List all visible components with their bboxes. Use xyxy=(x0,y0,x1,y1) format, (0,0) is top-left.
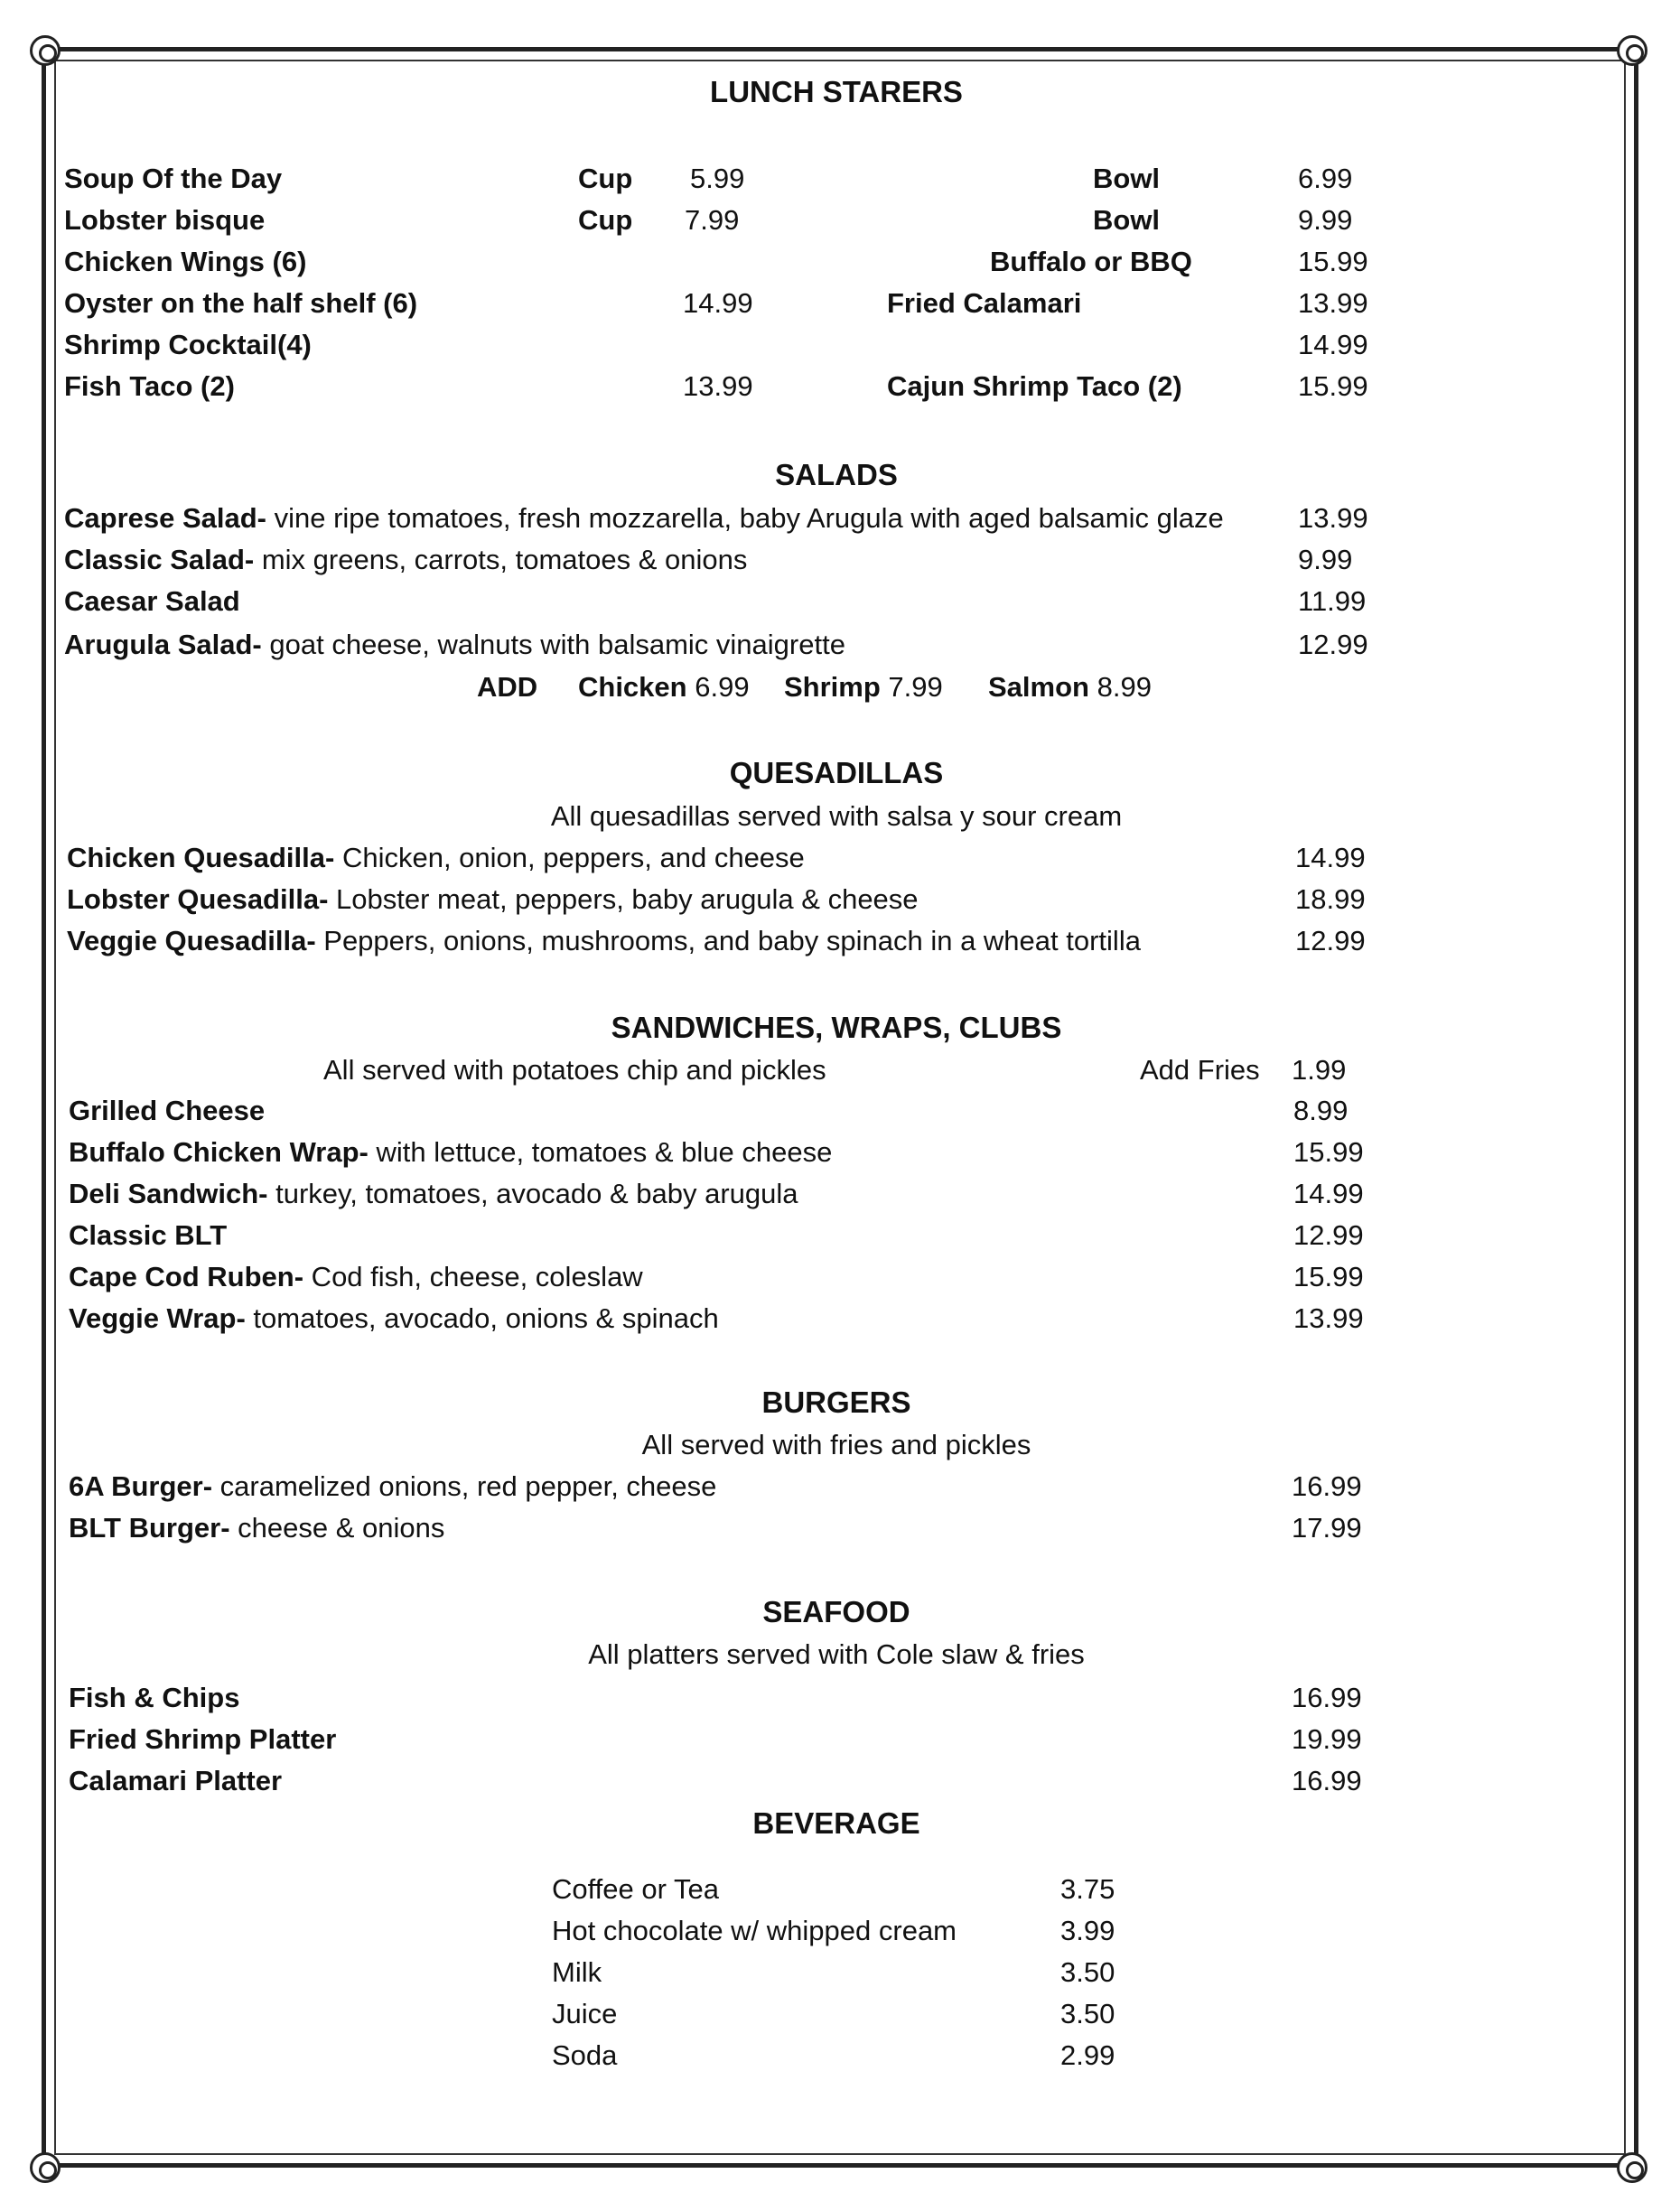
item-name: Chicken Wings (6) xyxy=(64,246,307,277)
item-name: Soup Of the Day xyxy=(64,163,283,194)
item-price: 16.99 xyxy=(1292,1682,1362,1713)
section-title-sandwiches: SANDWICHES, WRAPS, CLUBS xyxy=(611,1011,1062,1044)
item-price: 12.99 xyxy=(1295,925,1366,956)
item-name: Calamari Platter xyxy=(69,1765,283,1796)
add-fries-label: Add Fries xyxy=(1140,1054,1260,1086)
beverage-name: Soda xyxy=(552,2039,618,2071)
corner-ornament-icon xyxy=(1617,2152,1647,2183)
corner-ornament-icon xyxy=(1617,35,1647,66)
menu-item: Arugula Salad- goat cheese, walnuts with balsamic vinaigrette xyxy=(64,629,845,660)
section-note: All served with potatoes chip and pickles xyxy=(323,1054,826,1086)
cup-label: Cup xyxy=(578,163,633,194)
menu-item: Caesar Salad xyxy=(64,585,240,617)
section-title-salads: SALADS xyxy=(775,458,898,491)
cup-price: 7.99 xyxy=(685,204,740,236)
beverage-name: Coffee or Tea xyxy=(552,1873,719,1905)
add-salmon: Salmon 8.99 xyxy=(988,671,1152,703)
add-fries-price: 1.99 xyxy=(1292,1054,1347,1086)
item-price: 12.99 xyxy=(1293,1219,1364,1251)
bowl-label: Bowl xyxy=(1093,163,1161,194)
item-price: 15.99 xyxy=(1293,1261,1364,1292)
item-price: 13.99 xyxy=(1298,502,1368,534)
item-name: Fish Taco (2) xyxy=(64,370,235,402)
item-price: 13.99 xyxy=(683,370,753,402)
item-price: 12.99 xyxy=(1298,629,1368,660)
section-title-lunch: LUNCH STARERS xyxy=(710,75,963,108)
item-name: Lobster bisque xyxy=(64,204,266,236)
section-note: All served with fries and pickles xyxy=(641,1429,1031,1460)
beverage-name: Juice xyxy=(552,1998,618,2029)
add-shrimp: Shrimp 7.99 xyxy=(784,671,943,703)
item-name: Fried Calamari xyxy=(887,287,1082,319)
beverage-price: 3.75 xyxy=(1060,1873,1115,1905)
item-price: 14.99 xyxy=(1298,329,1368,360)
item-price: 15.99 xyxy=(1298,246,1368,277)
section-title-beverage: BEVERAGE xyxy=(752,1806,920,1840)
item-price: 13.99 xyxy=(1298,287,1368,319)
item-price: 19.99 xyxy=(1292,1723,1362,1755)
menu-item: Caprese Salad- vine ripe tomatoes, fresh mozzarella, baby Arugula with aged balsamic glaze xyxy=(64,502,1224,534)
item-price: 14.99 xyxy=(1293,1178,1364,1209)
menu-border-inner xyxy=(54,60,1626,2155)
section-title-burgers: BURGERS xyxy=(761,1385,911,1419)
add-label: ADD xyxy=(477,671,538,703)
menu-item: Veggie Quesadilla- Peppers, onions, mushrooms, and baby spinach in a wheat tortilla xyxy=(67,925,1141,956)
beverage-name: Hot chocolate w/ whipped cream xyxy=(552,1915,957,1946)
bowl-price: 9.99 xyxy=(1298,204,1353,236)
section-title-quesadillas: QUESADILLAS xyxy=(729,756,944,789)
item-price: 16.99 xyxy=(1292,1765,1362,1796)
menu-item: Buffalo Chicken Wrap- with lettuce, tomatoes & blue cheese xyxy=(69,1136,833,1168)
menu-item: Veggie Wrap- tomatoes, avocado, onions & spinach xyxy=(69,1302,719,1334)
item-name: Cajun Shrimp Taco (2) xyxy=(887,370,1182,402)
item-name: Oyster on the half shelf (6) xyxy=(64,287,418,319)
menu-item: Lobster Quesadilla- Lobster meat, peppers, baby arugula & cheese xyxy=(67,883,919,915)
bowl-price: 6.99 xyxy=(1298,163,1353,194)
corner-ornament-icon xyxy=(30,2152,61,2183)
item-price: 14.99 xyxy=(1295,842,1366,873)
item-name: Fried Shrimp Platter xyxy=(69,1723,337,1755)
item-price: 13.99 xyxy=(1293,1302,1364,1334)
menu-item: Deli Sandwich- turkey, tomatoes, avocado & baby arugula xyxy=(69,1178,798,1209)
add-chicken: Chicken 6.99 xyxy=(578,671,750,703)
item-price: 11.99 xyxy=(1298,585,1367,617)
beverage-price: 3.50 xyxy=(1060,1956,1115,1988)
menu-item: Classic BLT xyxy=(69,1219,228,1251)
item-name: Fish & Chips xyxy=(69,1682,240,1713)
beverage-price: 3.99 xyxy=(1060,1915,1115,1946)
menu-item: Cape Cod Ruben- Cod fish, cheese, coleslaw xyxy=(69,1261,643,1292)
beverage-price: 2.99 xyxy=(1060,2039,1115,2071)
item-name: Shrimp Cocktail(4) xyxy=(64,329,312,360)
section-note: All platters served with Cole slaw & fries xyxy=(588,1638,1085,1670)
cup-label: Cup xyxy=(578,204,633,236)
item-option: Buffalo or BBQ xyxy=(990,246,1192,277)
menu-item: 6A Burger- caramelized onions, red pepper, cheese xyxy=(69,1470,717,1502)
item-price: 9.99 xyxy=(1298,544,1353,575)
item-price: 8.99 xyxy=(1293,1095,1349,1126)
menu-item: BLT Burger- cheese & onions xyxy=(69,1512,445,1544)
menu-item: Chicken Quesadilla- Chicken, onion, peppers, and cheese xyxy=(67,842,805,873)
item-price: 16.99 xyxy=(1292,1470,1362,1502)
bowl-label: Bowl xyxy=(1093,204,1161,236)
item-price: 15.99 xyxy=(1293,1136,1364,1168)
section-title-seafood: SEAFOOD xyxy=(762,1595,910,1628)
item-price: 15.99 xyxy=(1298,370,1368,402)
section-note: All quesadillas served with salsa y sour cream xyxy=(550,800,1123,832)
item-price: 14.99 xyxy=(683,287,753,319)
beverage-price: 3.50 xyxy=(1060,1998,1115,2029)
cup-price: 5.99 xyxy=(690,163,745,194)
menu-item: Classic Salad- mix greens, carrots, tomatoes & onions xyxy=(64,544,748,575)
corner-ornament-icon xyxy=(30,35,61,66)
beverage-name: Milk xyxy=(552,1956,602,1988)
item-price: 18.99 xyxy=(1295,883,1366,915)
menu-item: Grilled Cheese xyxy=(69,1095,266,1126)
item-price: 17.99 xyxy=(1292,1512,1362,1544)
